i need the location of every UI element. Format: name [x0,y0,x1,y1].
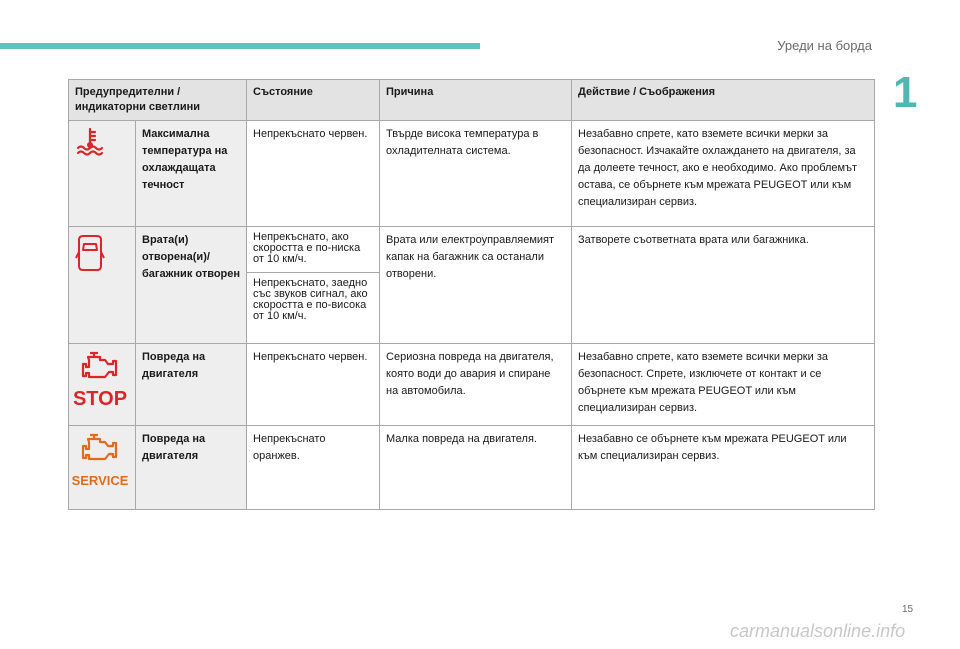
icon-cell [69,227,136,344]
header-accent-bar [0,43,480,49]
indicator-name: Повреда на двигателя [136,426,247,510]
table-row [69,121,875,227]
header-indicator: Предупредителни / индикаторни светлини [69,80,247,121]
state-cell: Непрекъснато оранжев. [247,426,380,510]
icon-cell [69,426,136,510]
table-row [69,227,875,273]
watermark: carmanualsonline.info [730,621,906,641]
header-cause: Причина [380,80,572,121]
state-cell: Непрекъснато, ако скоростта е по-ниска от 10 км/ч. [247,227,380,273]
cause-cell: Врата или електроуправляемият капак на багажник са останали отворени. [380,227,572,344]
cause-cell: Малка повреда на двигателя. [380,426,572,510]
header-action: Действие / Съображения [572,80,875,121]
chapter-number: 1 [893,68,918,117]
table-row [69,344,875,426]
warning-lights-table [68,79,875,510]
door-open-icon [75,232,105,279]
cause-cell: Сериозна повреда на двигателя, която води до авария и спиране на автомобила. [380,344,572,426]
page-number: 15 [902,604,914,615]
coolant-temperature-icon [75,126,105,161]
state-cell: Непрекъснато червен. [247,344,380,426]
cause-cell: Твърде висока температура в охладителната система. [380,121,572,227]
action-cell: Незабавно спрете, като вземете всички мерки за безопасност. Спрете, изключете от контакт и се обърнете към мрежата PEUGEOT или към специализиран сервиз. [572,344,875,426]
action-cell: Незабавно спрете, като вземете всички мерки за безопасност. Изчакайте охлаждането на двигателя, за да долеете течност, ако е необходимо. Ако проблемът остава, се обърнете към мрежата PEUGEOT или към специализиран сервиз. [572,121,875,227]
engine-stop-icon [72,349,128,414]
header-state: Състояние [247,80,380,121]
table-row [69,426,875,510]
stop-label: STOP [72,388,128,410]
indicator-name: Максимална температура на охлаждащата течност [136,121,247,227]
page-header-title: Уреди на борда [777,38,872,53]
action-cell: Незабавно се обърнете към мрежата PEUGEOT или към специализиран сервиз. [572,426,875,510]
indicator-name: Врата(и) отворена(и)/ багажник отворен [136,227,247,344]
icon-cell [69,344,136,426]
icon-cell [69,121,136,227]
table-header-row [69,80,875,121]
state-cell: Непрекъснато червен. [247,121,380,227]
state-cell-secondary: Непрекъснато, заедно със звуков сигнал, ако скоростта е по-висока от 10 км/ч. [247,273,380,344]
action-cell: Затворете съответната врата или багажника. [572,227,875,344]
engine-service-icon [71,431,129,496]
service-label: SERVICE [71,473,129,488]
indicator-name: Повреда на двигателя [136,344,247,426]
